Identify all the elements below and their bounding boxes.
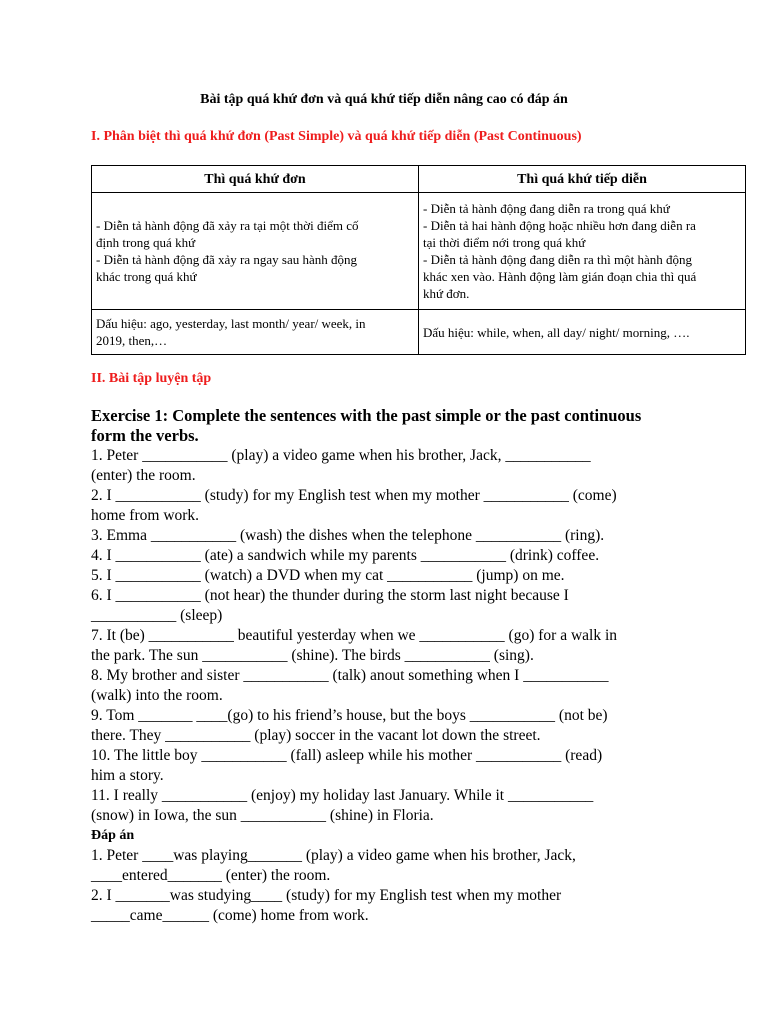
answer-line: 1. Peter ____was playing_______ (play) a video game when his brother, Jack, [91, 847, 576, 864]
usage-right-line: - Diễn tả hành động đang diễn ra trong quá khứ [423, 201, 670, 216]
exercise-questions [91, 446, 701, 826]
question-line: 3. Emma ___________ (wash) the dishes when the telephone ___________ (ring). [91, 527, 605, 544]
question-line: 11. I really ___________ (enjoy) my holiday last January. While it ___________ [91, 787, 594, 804]
exercise-1 [91, 406, 701, 926]
question-line: 8. My brother and sister ___________ (talk) anout something when I ___________ [91, 667, 609, 684]
question-line: (walk) into the room. [91, 687, 223, 704]
exercise-heading-line: form the verbs. [91, 426, 199, 445]
table-header-row [92, 166, 746, 193]
usage-left-line: khác trong quá khứ [96, 269, 197, 284]
question-line: 10. The little boy ___________ (fall) asleep while his mother ___________ (read) [91, 747, 603, 764]
question-line: him a story. [91, 767, 164, 784]
question-line: 2. I ___________ (study) for my English test when my mother ___________ (come) [91, 487, 617, 504]
answer-line: _____came______ (come) home from work. [91, 907, 369, 924]
document-title: Bài tập quá khứ đơn và quá khứ tiếp diễn nâng cao có đáp án [200, 92, 568, 107]
usage-right-line: - Diễn tả hai hành động hoặc nhiều hơn đang diễn ra [423, 218, 696, 233]
header-past-continuous: Thì quá khứ tiếp diễn [419, 166, 746, 193]
signs-past-simple-cell [92, 310, 419, 355]
question-line: ___________ (sleep) [91, 607, 223, 624]
answer-line: 2. I _______was studying____ (study) for my English test when my mother [91, 887, 562, 904]
question-line: there. They ___________ (play) soccer in the vacant lot down the street. [91, 727, 541, 744]
question-line: the park. The sun ___________ (shine). The birds ___________ (sing). [91, 647, 534, 664]
usage-right-line: khác xen vào. Hành động làm gián đoạn chia thì quá [423, 269, 697, 284]
question-line: 5. I ___________ (watch) a DVD when my cat ___________ (jump) on me. [91, 567, 565, 584]
header-past-simple: Thì quá khứ đơn [92, 166, 419, 193]
table-row-usage [92, 193, 746, 310]
usage-left-line: định trong quá khứ [96, 235, 196, 250]
question-line: home from work. [91, 507, 200, 524]
question-line: 4. I ___________ (ate) a sandwich while my parents ___________ (drink) coffee. [91, 547, 600, 564]
answers-list [91, 846, 701, 926]
question-line: 7. It (be) ___________ beautiful yesterday when we ___________ (go) for a walk in [91, 627, 618, 644]
question-line: (snow) in Iowa, the sun ___________ (shine) in Floria. [91, 807, 434, 824]
exercise-heading-line: Exercise 1: Complete the sentences with the past simple or the past continuous [91, 406, 642, 425]
question-line: 9. Tom _______ ____(go) to his friend’s house, but the boys ___________ (not be) [91, 707, 608, 724]
exercise-heading [91, 406, 701, 446]
usage-past-continuous-cell [419, 193, 746, 310]
question-line: 1. Peter ___________ (play) a video game when his brother, Jack, ___________ [91, 447, 591, 464]
signs-left-line: Dấu hiệu: ago, yesterday, last month/ year/ week, in [96, 316, 366, 331]
signs-past-continuous-cell: Dấu hiệu: while, when, all day/ night/ morning, …. [419, 310, 746, 355]
usage-left-line: - Diễn tả hành động đã xảy ra ngay sau hành động [96, 252, 358, 267]
table-row-signs [92, 310, 746, 355]
usage-right-line: tại thời điểm nới trong quá khứ [423, 235, 586, 250]
usage-left-line: - Diễn tả hành động đã xảy ra tại một thời điểm cố [96, 218, 359, 233]
section-1-heading: I. Phân biệt thì quá khứ đơn (Past Simple) và quá khứ tiếp diễn (Past Continuous) [91, 129, 582, 144]
question-line: 6. I ___________ (not hear) the thunder during the storm last night because I [91, 587, 569, 604]
usage-right-line: khứ đơn. [423, 286, 470, 301]
usage-right-line: - Diễn tả hành động đang diễn ra thì một hành động [423, 252, 692, 267]
answer-line: ____entered_______ (enter) the room. [91, 867, 331, 884]
question-line: (enter) the room. [91, 467, 196, 484]
section-2-heading: II. Bài tập luyện tập [91, 371, 212, 386]
answers-label: Đáp án [91, 828, 135, 843]
signs-left-line: 2019, then,… [96, 333, 168, 348]
comparison-table [91, 165, 746, 355]
usage-past-simple-cell [92, 193, 419, 310]
